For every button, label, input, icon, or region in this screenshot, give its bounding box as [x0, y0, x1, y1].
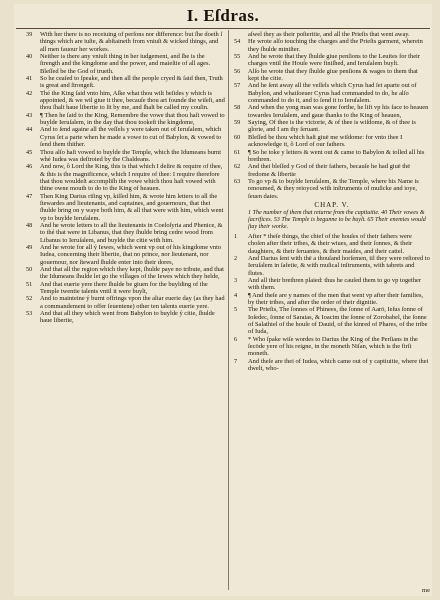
chapter-summary: 1 The number of them that returne from the captiuitie. 40 Their vowes & ſacrifices. 53 The Temple is begunne to be buylt. 65 Their enemies would ſtay their worke.	[248, 210, 426, 231]
verse-number: 39	[26, 31, 33, 38]
verse-number: 4	[234, 291, 238, 299]
verse-number: 63	[234, 177, 241, 185]
verse	[234, 336, 430, 358]
verse-number: 43	[26, 111, 33, 119]
verse	[26, 222, 225, 244]
verse	[26, 295, 225, 310]
catchword: me	[422, 587, 430, 594]
verse-text: aſwel they as their poſteritie, and all the Prieſts that went away.	[248, 31, 410, 38]
verse	[26, 193, 225, 222]
verse	[26, 75, 225, 90]
verse-text: And to ſend againe all the veſſels y were taken out of Ieruſalem, which Cyrus ſet a parte when he made a vowe to cut of Babylon, & vowed to ſend them thither.	[40, 126, 222, 149]
verse-text: So he ceaſed to ſpeake, and then all the people cryed & ſaid then, Truth is great and ſtrongeſt.	[40, 75, 223, 90]
verse	[234, 38, 430, 53]
verse	[234, 31, 430, 38]
verse-text: Saying, Of thee is the victorie, & of thee is wiſdome, & of thee is glorie, and I am thy ſeruant.	[248, 119, 416, 134]
verse-number: 59	[234, 119, 241, 127]
verse-text: ¶ So he toke y letters & went out & came to Babylon & tolled all his brethren.	[248, 148, 425, 163]
verse-text: And when the yong man was gone forthe, he lift vp his face to heauen towardes Ieruſalem, and gaue thanks to the King of heauen,	[248, 104, 429, 119]
verse-number: 50	[26, 266, 33, 273]
verse	[26, 310, 225, 325]
verse	[234, 134, 430, 149]
verse-number: 46	[26, 163, 33, 171]
verse-number: 58	[234, 104, 241, 112]
verse-text: And to mainteine ý burnt offrings vpon the altar euerie day (as they had a commandement to offer ſeuentene) other ten talents euerie yere.	[40, 295, 225, 310]
verse	[26, 266, 225, 281]
verse-text: And that euerie yere there ſhulde be giuen for the buylding of the Temple twentie talents vntil it were buylt,	[40, 280, 208, 296]
verse	[26, 163, 225, 192]
verse-number: 47	[26, 192, 33, 200]
running-head: I. Eſdras.	[186, 6, 260, 25]
verse	[26, 53, 225, 75]
verse-number: 49	[26, 243, 33, 251]
verse	[26, 281, 225, 296]
verse-text: Thou alſo haſt vowed to buylde the Temple, which the Idumeans burnt whé Iudea was deſtroied by the Chaldeans.	[40, 148, 222, 163]
verse-text: Then King Darius riſing vp, kiſſed him, & wrote him letters to all the ſtewardes and lieutenants, and captaines, and gouernours, that thei ſhulde bring on y waye both him, & all that were with him, which went vp to buylde Ieruſalem.	[40, 192, 224, 222]
left-column	[26, 31, 225, 325]
verse-number: 5	[234, 306, 238, 314]
right-column-verses-ch5	[234, 233, 430, 373]
verse	[234, 277, 430, 292]
verse-number: 2	[234, 255, 238, 262]
verse-number: 55	[234, 53, 241, 61]
chapter-heading: CHAP. V.	[314, 200, 350, 209]
verse-text: And theſe are thei of Iudea, which came out of y captiuitie, where thei dwelt, who-	[248, 357, 429, 373]
verse	[26, 244, 225, 266]
verse	[234, 255, 430, 277]
verse-number: 52	[26, 295, 33, 303]
verse	[234, 163, 430, 178]
verse	[234, 53, 430, 68]
verse-text: And all their brethren plaied: thus he cauſed them to go vp together with them.	[248, 277, 422, 292]
verse-text: The Prieſts, The ſonnes of Phinees, the ſonne of Aarō, Ieſus ſonne of Ioſedec, ſonne of Saraias, & Ioacim the ſonne of Zorobabel, the ſonne of Salathiel of the houſe of Dauid, of the kinred of Phares, of the tribe of Iuda,	[248, 306, 428, 336]
verse-number: 44	[26, 126, 33, 134]
verse-text: After * theſe things, the chief of the houſes of their fathers were choſen after their tribes, & their wiues, and their ſonnes, & their daughters, & their ſeruantes, & their maides, and their cattel.	[248, 232, 413, 255]
verse-number: 6	[234, 335, 238, 343]
verse-number: 56	[234, 67, 241, 75]
verse-number: 45	[26, 148, 33, 156]
verse-text: And thei bleſſed y God of their fathers, becauſe he had giuē thē fredome & libertie	[248, 163, 411, 178]
verse-text: ¶ And theſe are y names of the men that went vp after their families, by their tribes, and after the order of their dignitie.	[248, 291, 424, 307]
verse-number: 53	[26, 310, 33, 318]
book-page	[14, 4, 432, 596]
verse	[234, 82, 430, 104]
verse-number: 40	[26, 53, 33, 61]
verse-text: And he ſent away all the veſſels which Cyrus had ſet aparte out of Babylon, and whatſoeuer Cyrus had commanded to do, he alſo commanded to do it, and to ſend it to Ieruſalem.	[248, 82, 417, 105]
verse-number: 48	[26, 221, 33, 229]
verse-text: To go vp & to buylde Ieruſalem, & the Temple, where his Name is renoumed, & they reioyced with inſtruments of muſicke and ioye, ſeuen daies.	[248, 177, 419, 200]
verse-number: 62	[234, 163, 241, 171]
verse-number: 42	[26, 89, 33, 97]
verse	[26, 149, 225, 164]
verse	[234, 104, 430, 119]
verse-text: Thé the King ſaid vnto him, Aſke what thou wilt beſides y which is appointed, & we wil giue it thee, becauſe thou art founde the wiſeſt, and thou ſhalt haue libertie to ſit by me, and ſhalt be called my couſin.	[40, 89, 225, 112]
verse-text: Alſo he wrote that they ſhulde giue penſions & wages to them that kept the citie.	[248, 67, 418, 83]
verse	[26, 31, 225, 53]
right-column	[234, 31, 430, 373]
verse	[26, 90, 225, 112]
header-rule	[16, 28, 430, 29]
verse-text: Bleſſed be thou which haſt giuē me wiſdome: for vnto thee I acknowledge it, ô Lord of our fathers.	[248, 133, 403, 149]
verse-text: Neither is there any vniuſt thing in her iudgement, and ſhe is the ſtrength and the kingdome and the power, and maieſtie of all ages. Bleſſed be the God of trueth.	[40, 53, 211, 75]
right-column-verses-ch4	[234, 31, 430, 200]
verse	[234, 68, 430, 83]
verse-text: He wrote alſo touching the charges and the Prieſts garment, wherein they ſhulde miniſter.	[248, 38, 423, 53]
verse-text: And he wrote letters to all the lieutenants in Coeloſyria and Phenice, & to thé that were in Libanus, that they ſhulde bring cedre wood from Libanus to Ieruſalem, and buylde the citie with him.	[40, 221, 223, 244]
verse	[234, 306, 430, 335]
verse-text: And he wrote that they ſhulde giue penſions to the Leuites for their charges vntil the Houſe were finiſhed, and Ieruſalem buylt.	[248, 53, 420, 68]
verse	[234, 119, 430, 134]
verse-number: 54	[234, 38, 241, 46]
verse	[26, 126, 225, 148]
verse-text: And he wrote for all ý Iewes, which went vp out of his kingdome vnto Iudea, concerning their libertie, that no prince, nor lieutenant, nor gouernour, nor ſteward ſhulde enter into their dores,	[40, 243, 222, 266]
verse	[234, 178, 430, 200]
verse-text: And that all they which went from Babylon to buylde ý citie, ſhulde haue libertie,	[40, 310, 215, 325]
verse-number: 41	[26, 75, 33, 83]
verse-number: 60	[234, 133, 241, 141]
verse-number: 51	[26, 280, 33, 288]
verse-text: And Darius ſent with thē a thouſand horſemen, til they were reſtored to Ieruſalem in ſafetie, & with muſical inſtruments, with tabrets and flutes.	[248, 255, 430, 277]
verse-number: 7	[234, 357, 238, 365]
column-divider	[228, 30, 229, 590]
verse	[234, 358, 430, 373]
verse	[234, 233, 430, 255]
verse	[234, 149, 430, 164]
verse-number: 57	[234, 82, 241, 90]
verse-number: 3	[234, 277, 238, 285]
verse-number: 61	[234, 148, 241, 156]
verse	[234, 292, 430, 307]
verse	[26, 112, 225, 127]
verse-text: * Who ſpake wiſe wordes to Darius the King of the Perſians in the ſecōde yere of his reigne, in the moneth Niſan, which is the firſt moneth.	[248, 335, 418, 358]
verse-text: And now, ô Lord the King, this is that which I deſire & require of thee, & this is the magnificence, which I require of thee: I require therefore that thou wouldeſt accompliſh the vowe which thou haſt vowed with thine owne mouth to do to the King of heauen.	[40, 163, 223, 193]
verse-number: 1	[234, 232, 238, 240]
verse-text: ¶ Then he ſaid to the King, Remembre the vowe that thou haſt vowed to buylde Ieruſalem, in the day that thou tookeſt the kingdome,	[40, 111, 225, 127]
verse-text: With her there is no receiuing of perſons nor difference: but ſhe doeth ſ things which are iuſte, & abſtaineth from vniuſt & wicked things, and all men fauour her workes.	[40, 31, 223, 53]
verse-text: And that all the region which they kept, ſhulde paye no tribute, and that the Idumeans ſhulde let go the villages of the Iewes which they helde,	[40, 266, 224, 281]
